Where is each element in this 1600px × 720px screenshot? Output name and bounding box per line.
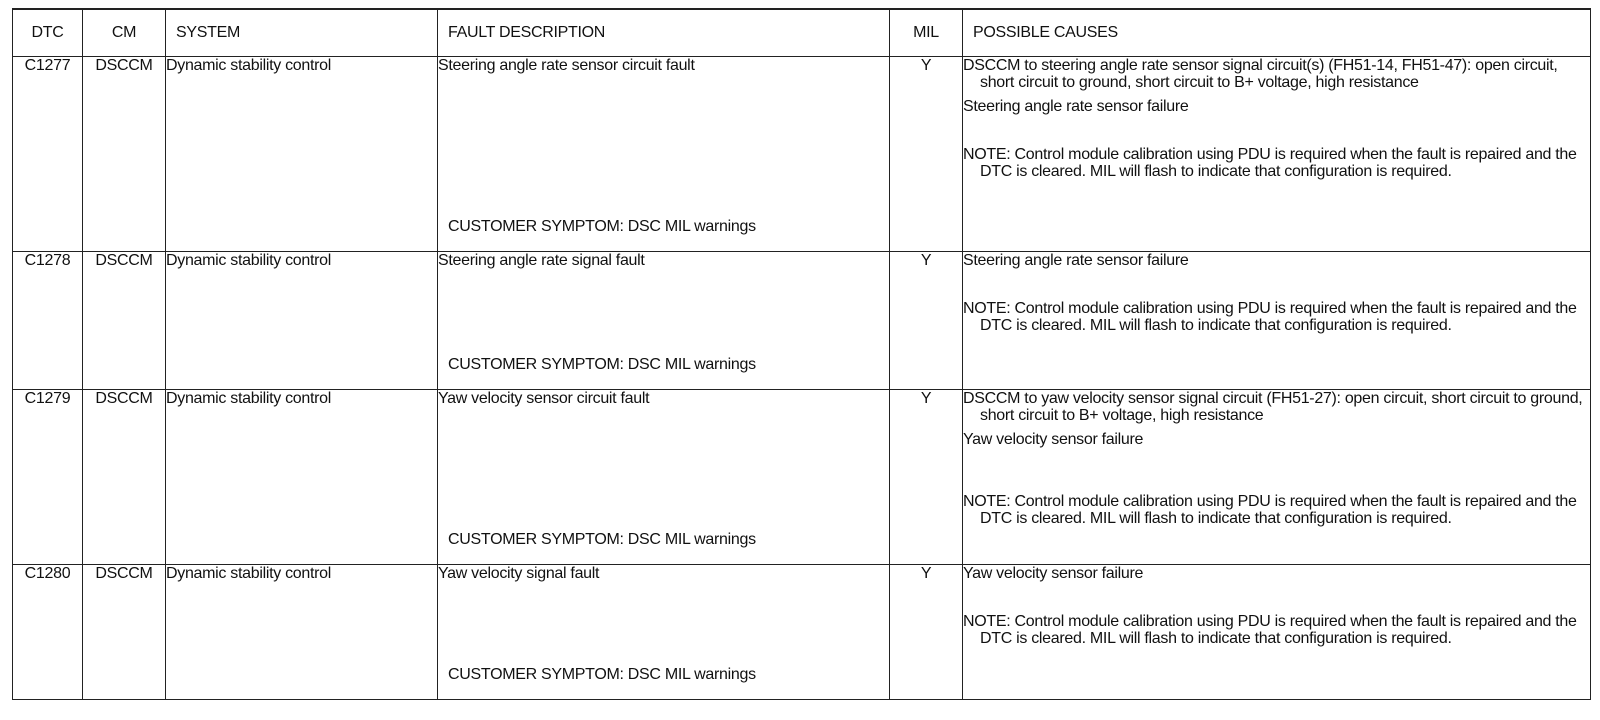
header-fault-description: FAULT DESCRIPTION <box>438 9 890 56</box>
cause-item: Steering angle rate sensor failure <box>963 251 1189 269</box>
system-name: Dynamic stability control <box>166 389 438 564</box>
calibration-note: NOTE: Control module calibration using PDU is required when the fault is repaired and the DTC is cleared. MIL will flash to indicate that configuration is required. <box>963 612 1577 647</box>
mil-flag: Y <box>890 564 963 699</box>
table-row <box>13 251 1591 389</box>
customer-symptom: CUSTOMER SYMPTOM: DSC MIL warnings <box>448 355 756 373</box>
fault-description <box>438 251 890 389</box>
cause-item: Yaw velocity sensor failure <box>963 564 1144 582</box>
cause-item: DSCCM to steering angle rate sensor signal circuit(s) (FH51-14, FH51-47): open circuit, short circuit to ground, short circuit to B+ voltage, high resistance <box>963 56 1558 91</box>
fault-text: Yaw velocity signal fault <box>438 564 600 582</box>
system-name: Dynamic stability control <box>166 56 438 251</box>
dtc-code: C1278 <box>13 251 83 389</box>
mil-flag: Y <box>890 56 963 251</box>
customer-symptom: CUSTOMER SYMPTOM: DSC MIL warnings <box>448 530 756 548</box>
header-dtc: DTC <box>13 9 83 56</box>
dtc-code: C1280 <box>13 564 83 699</box>
mil-flag: Y <box>890 251 963 389</box>
table-row <box>13 389 1591 564</box>
fault-text: Yaw velocity sensor circuit fault <box>438 389 650 407</box>
fault-description <box>438 389 890 564</box>
mil-flag: Y <box>890 389 963 564</box>
system-name: Dynamic stability control <box>166 251 438 389</box>
cause-item: DSCCM to yaw velocity sensor signal circuit (FH51-27): open circuit, short circuit to ground, short circuit to B+ voltage, high resistance <box>963 389 1583 424</box>
dtc-code: C1277 <box>13 56 83 251</box>
fault-description <box>438 564 890 699</box>
possible-causes <box>963 251 1591 389</box>
header-mil: MIL <box>890 9 963 56</box>
system-name: Dynamic stability control <box>166 564 438 699</box>
cause-item: Yaw velocity sensor failure <box>963 430 1144 448</box>
control-module: DSCCM <box>83 251 166 389</box>
header-possible-causes: POSSIBLE CAUSES <box>963 9 1591 56</box>
possible-causes <box>963 56 1591 251</box>
control-module: DSCCM <box>83 389 166 564</box>
customer-symptom: CUSTOMER SYMPTOM: DSC MIL warnings <box>448 217 756 235</box>
control-module: DSCCM <box>83 564 166 699</box>
dtc-table <box>12 8 1591 700</box>
calibration-note: NOTE: Control module calibration using PDU is required when the fault is repaired and the DTC is cleared. MIL will flash to indicate that configuration is required. <box>963 299 1577 334</box>
header-system: SYSTEM <box>166 9 438 56</box>
control-module: DSCCM <box>83 56 166 251</box>
fault-text: Steering angle rate sensor circuit fault <box>438 56 695 74</box>
cause-item: Steering angle rate sensor failure <box>963 97 1189 115</box>
calibration-note: NOTE: Control module calibration using PDU is required when the fault is repaired and the DTC is cleared. MIL will flash to indicate that configuration is required. <box>963 492 1577 527</box>
customer-symptom: CUSTOMER SYMPTOM: DSC MIL warnings <box>448 665 756 683</box>
table-row <box>13 564 1591 699</box>
header-cm: CM <box>83 9 166 56</box>
header-row <box>13 9 1591 56</box>
fault-text: Steering angle rate signal fault <box>438 251 645 269</box>
table-row <box>13 56 1591 251</box>
dtc-code: C1279 <box>13 389 83 564</box>
calibration-note: NOTE: Control module calibration using PDU is required when the fault is repaired and the DTC is cleared. MIL will flash to indicate that configuration is required. <box>963 145 1577 180</box>
possible-causes <box>963 389 1591 564</box>
fault-description <box>438 56 890 251</box>
possible-causes <box>963 564 1591 699</box>
